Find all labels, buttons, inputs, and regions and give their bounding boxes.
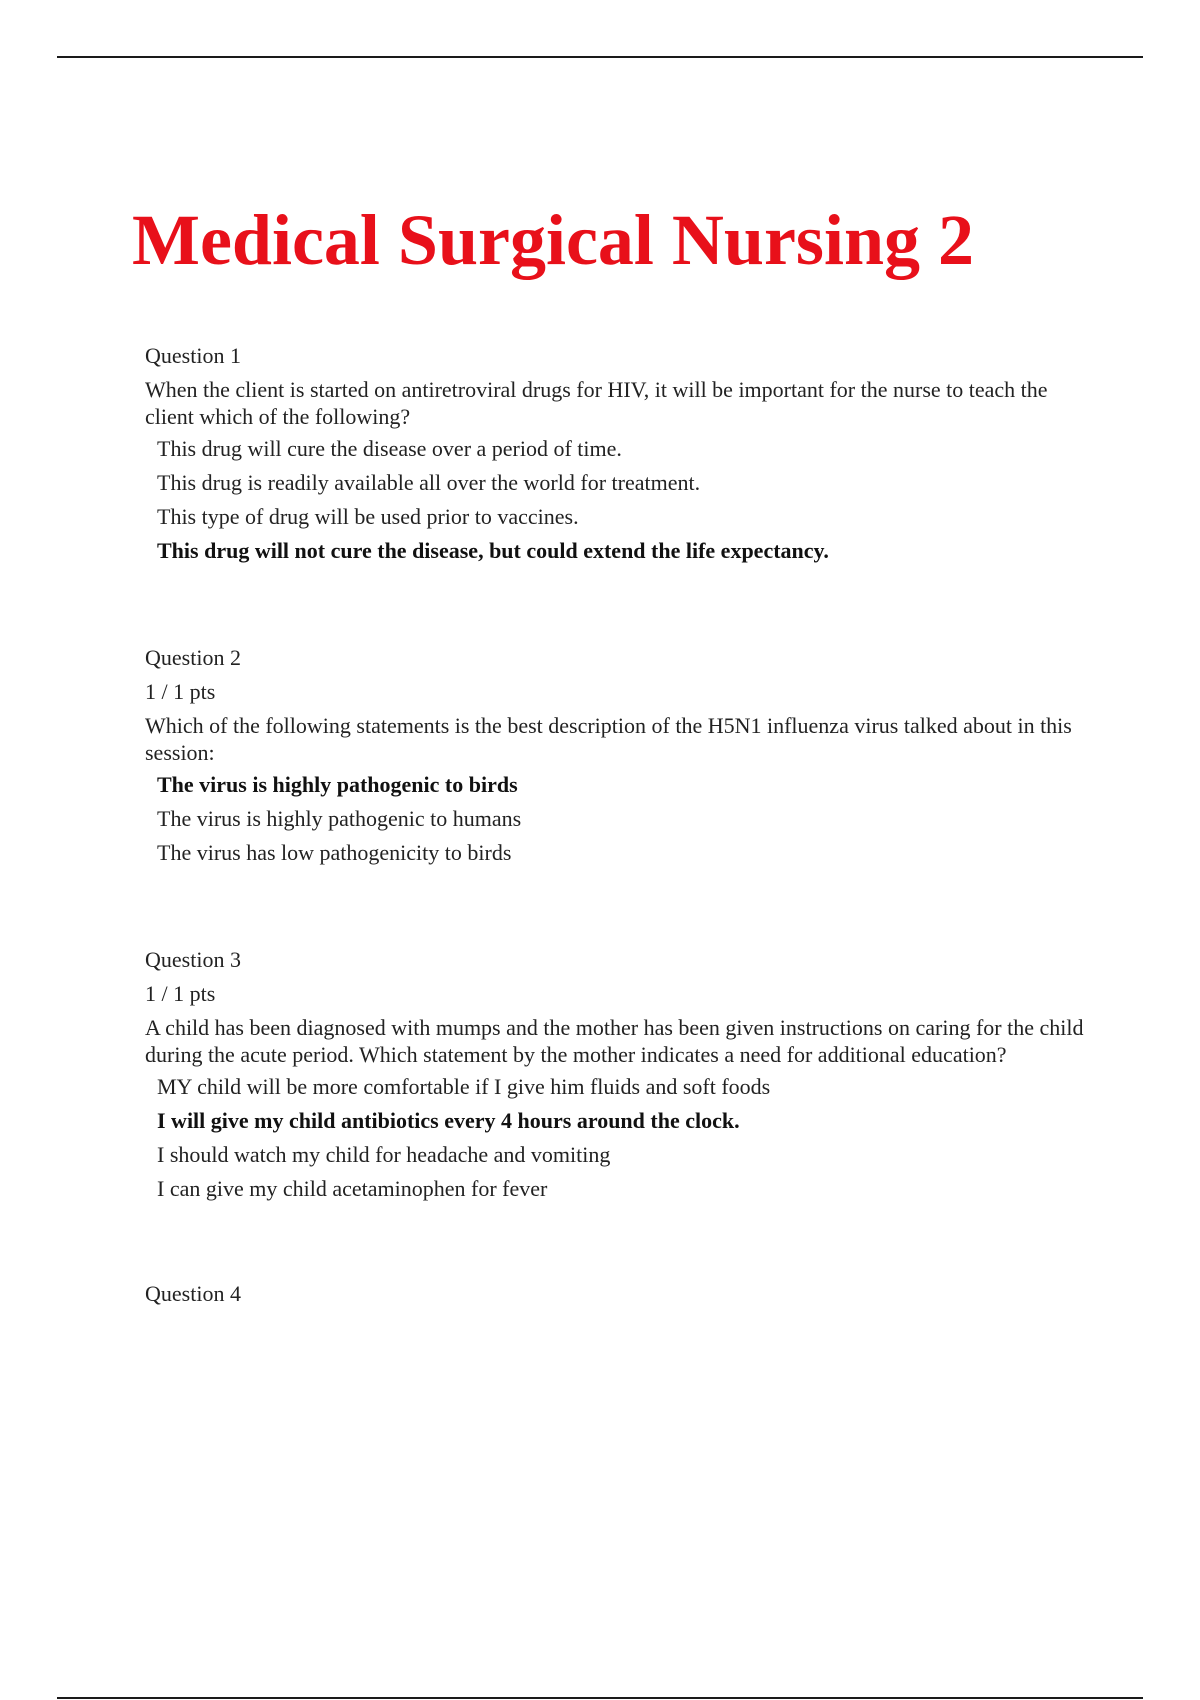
answer-option: I can give my child acetaminophen for fever xyxy=(157,1176,548,1201)
answer-option: This drug will cure the disease over a period of time. xyxy=(157,436,622,461)
question-label: Question 3 xyxy=(145,947,241,972)
question-text: A child has been diagnosed with mumps and the mother has been given instructions on caring for the child during the acute period. Which statement by the mother indicates a need for additional education? xyxy=(145,1015,1084,1067)
document-title: Medical Surgical Nursing 2 xyxy=(132,200,974,280)
question-list xyxy=(145,342,1095,1387)
answer-option: The virus has low pathogenicity to birds xyxy=(157,840,512,865)
header-rule xyxy=(57,56,1143,58)
footer-rule xyxy=(57,1697,1143,1699)
answer-option: This type of drug will be used prior to vaccines. xyxy=(157,504,579,529)
answer-list xyxy=(145,771,1095,866)
correct-answer-option: This drug will not cure the disease, but could extend the life expectancy. xyxy=(157,538,829,563)
question-text: Which of the following statements is the best description of the H5N1 influenza virus talked about in this session: xyxy=(145,713,1072,765)
correct-answer-option: I will give my child antibiotics every 4 hours around the clock. xyxy=(157,1108,740,1133)
question-1 xyxy=(145,342,1095,564)
answer-option: This drug is readily available all over the world for treatment. xyxy=(157,470,701,495)
answer-option: I should watch my child for headache and vomiting xyxy=(157,1142,611,1167)
question-label: Question 2 xyxy=(145,645,241,670)
question-label: Question 4 xyxy=(145,1281,241,1306)
correct-answer-option: The virus is highly pathogenic to birds xyxy=(157,772,518,797)
answer-list xyxy=(145,435,1095,564)
answer-list xyxy=(145,1073,1095,1202)
question-2 xyxy=(145,644,1095,866)
answer-option: The virus is highly pathogenic to humans xyxy=(157,806,522,831)
question-label: Question 1 xyxy=(145,343,241,368)
question-points: 1 / 1 pts xyxy=(145,981,216,1006)
question-points: 1 / 1 pts xyxy=(145,679,216,704)
question-text: When the client is started on antiretroviral drugs for HIV, it will be important for the nurse to teach the client which of the following? xyxy=(145,377,1048,429)
question-3 xyxy=(145,946,1095,1202)
question-4 xyxy=(145,1280,1095,1307)
answer-option: MY child will be more comfortable if I give him fluids and soft foods xyxy=(157,1074,771,1099)
